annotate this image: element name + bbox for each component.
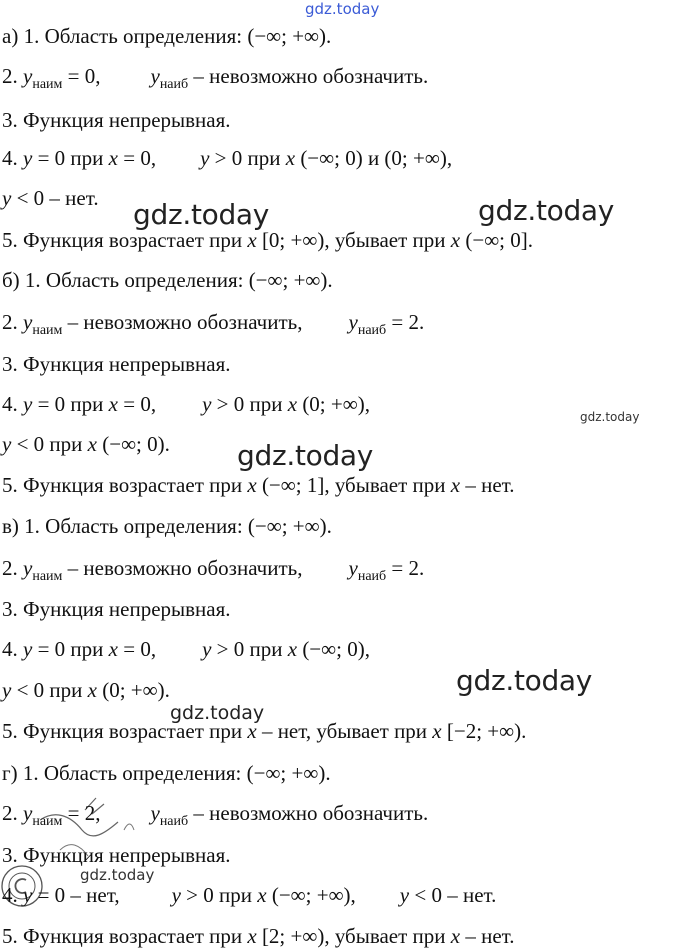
section-c-monotonic: 5. Функция возрастает при x – нет, убывает при x [−2; +∞). (2, 719, 527, 743)
section-d-domain: г) 1. Область определения: (−∞; +∞). (2, 761, 331, 785)
section-a-extrema: 2. $y_{наим} = 0$, $y_{наиб}$ – невозможно обозначить. (2, 64, 429, 92)
section-d-extrema: 2. $y_{наим} = 2$, $y_{наиб}$ – невозможно обозначить. (2, 801, 429, 829)
section-c-extrema: 2. $y_{наим}$ – невозможно обозначить, $y_{наиб} = 2$. (2, 556, 425, 584)
section-d-zeros: 4. y = 0 – нет, y > 0 при x (−∞; +∞), y < 0 – нет. (2, 883, 497, 907)
watermark: gdz.today (237, 439, 374, 472)
section-a-continuity: 3. Функция непрерывная. (2, 108, 231, 132)
section-c-continuity: 3. Функция непрерывная. (2, 597, 231, 621)
watermark-top: gdz.today (305, 0, 380, 18)
section-d-monotonic: 5. Функция возрастает при x [2; +∞), убывает при x – нет. (2, 924, 515, 948)
section-b-negative: y < 0 при x (−∞; 0). (2, 432, 170, 456)
watermark: gdz.today (580, 410, 640, 424)
watermark: gdz.today (80, 866, 155, 884)
section-b-monotonic: 5. Функция возрастает при x (−∞; 1], убывает при x – нет. (2, 473, 515, 497)
watermark: gdz.today (456, 664, 593, 697)
section-c-negative: y < 0 при x (0; +∞). (2, 678, 170, 702)
section-c-domain: в) 1. Область определения: (−∞; +∞). (2, 514, 332, 538)
watermark: gdz.today (133, 198, 270, 231)
section-b-extrema: 2. $y_{наим}$ – невозможно обозначить, $y_{наиб} = 2$. (2, 310, 425, 338)
section-d-continuity: 3. Функция непрерывная. (2, 843, 231, 867)
section-a-negative: y < 0 – нет. (2, 186, 99, 210)
watermark: gdz.today (478, 194, 615, 227)
section-a-monotonic: 5. Функция возрастает при x [0; +∞), убывает при x (−∞; 0]. (2, 228, 533, 252)
section-a-domain: а) 1. Область определения: (−∞; +∞). (2, 24, 332, 48)
section-a-zeros: 4. y = 0 при x = 0, y > 0 при x (−∞; 0) и (0; +∞), (2, 146, 453, 170)
watermark: gdz.today (170, 702, 265, 724)
section-b-domain: б) 1. Область определения: (−∞; +∞). (2, 268, 333, 292)
section-b-continuity: 3. Функция непрерывная. (2, 352, 231, 376)
section-c-zeros: 4. y = 0 при x = 0, y > 0 при x (−∞; 0), (2, 637, 370, 661)
section-b-zeros: 4. y = 0 при x = 0, y > 0 при x (0; +∞), (2, 392, 370, 416)
